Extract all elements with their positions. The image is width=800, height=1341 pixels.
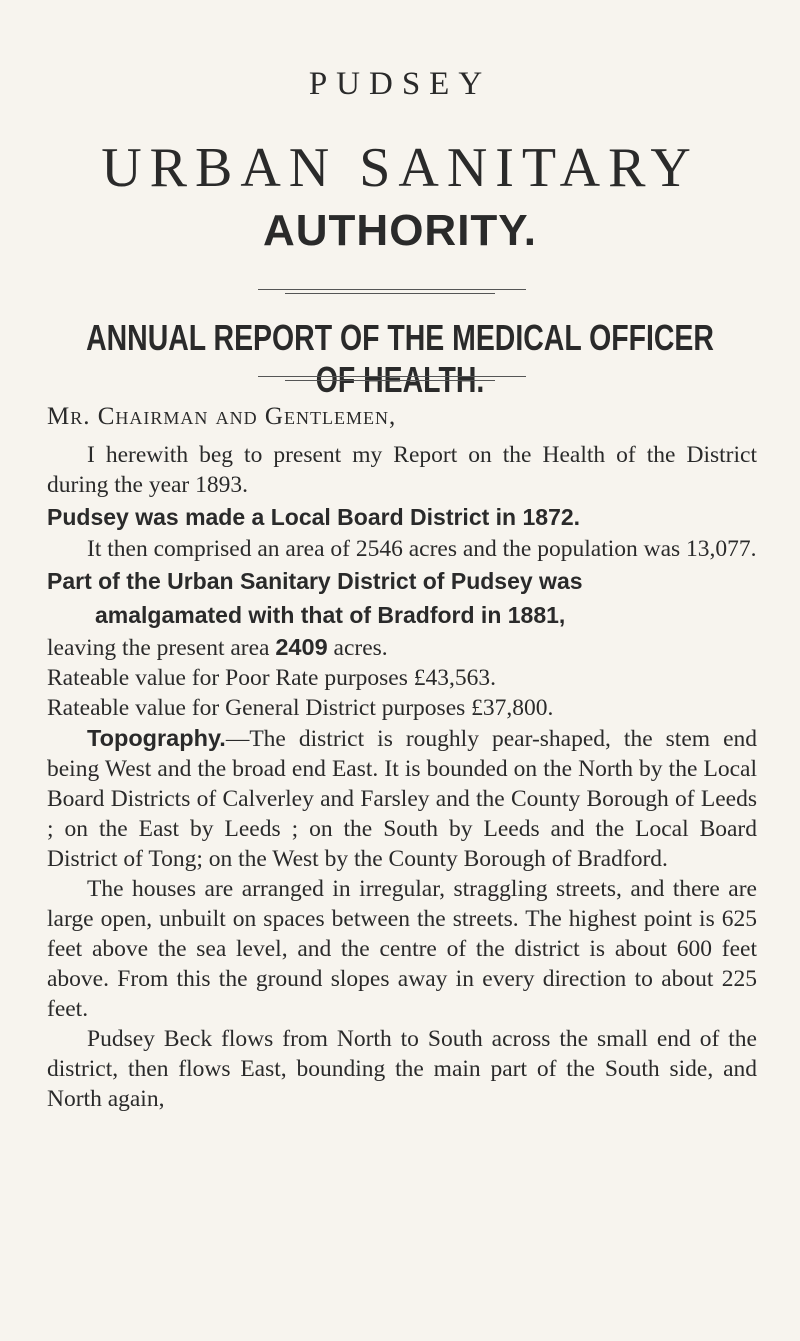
topography-label: Topography.	[87, 725, 226, 751]
report-title: ANNUAL REPORT OF THE MEDICAL OFFICER OF HEALTH.	[86, 317, 714, 400]
houses-paragraph: The houses are arranged in irregular, straggling streets, and there are large open, unbuilt on spaces between the streets. The highest point is 625 feet above the sea level, and the centre of the district is about 600 feet above. From this the ground slopes away in every direction to about 225 feet.	[47, 876, 757, 1022]
heading-amalgamation-2: amalgamated with that of Bradford in 1881,	[95, 602, 566, 628]
topography-paragraph	[47, 723, 757, 874]
present-area-line	[47, 632, 757, 663]
area-paragraph: It then comprised an area of 2546 acres and the population was 13,077.	[87, 536, 757, 562]
divider-bottom	[258, 376, 526, 377]
title-urban-sanitary: URBAN SANITARY	[101, 137, 699, 199]
heading-local-board: Pudsey was made a Local Board District in 1872.	[47, 504, 581, 530]
report-body	[47, 402, 757, 1114]
present-area-post: acres.	[333, 635, 388, 661]
title-authority: AUTHORITY.	[263, 206, 537, 255]
divider-bottom-inner	[285, 380, 495, 381]
topography-text: —The district is roughly pear-shaped, the stem end being West and the broad end East. It is bounded on the North by the Local Board Districts of Calverley and Farsley and the County Borough of Leeds ; on the East by Leeds ; on the South by Leeds and the Local Board District of Tong; on the West by the County Borough of Bradford.	[47, 726, 757, 872]
beck-paragraph: Pudsey Beck flows from North to South across the small end of the district, then flows East, bounding the main part of the South side, and North again,	[47, 1026, 757, 1112]
salutation: Mr. Chairman and Gentlemen,	[47, 403, 397, 430]
present-area-number: 2409	[275, 634, 328, 660]
divider-top	[258, 289, 526, 290]
title-pudsey: PUDSEY	[308, 66, 492, 102]
divider-top-inner	[285, 293, 495, 294]
present-area-pre: leaving the present area	[47, 635, 270, 661]
rateable-general: Rateable value for General District purposes £37,800.	[47, 695, 554, 721]
heading-amalgamation-1: Part of the Urban Sanitary District of Pudsey was	[47, 568, 583, 594]
rateable-poor: Rateable value for Poor Rate purposes £43,563.	[47, 665, 497, 691]
intro-paragraph: I herewith beg to present my Report on the Health of the District during the year 1893.	[47, 442, 757, 498]
